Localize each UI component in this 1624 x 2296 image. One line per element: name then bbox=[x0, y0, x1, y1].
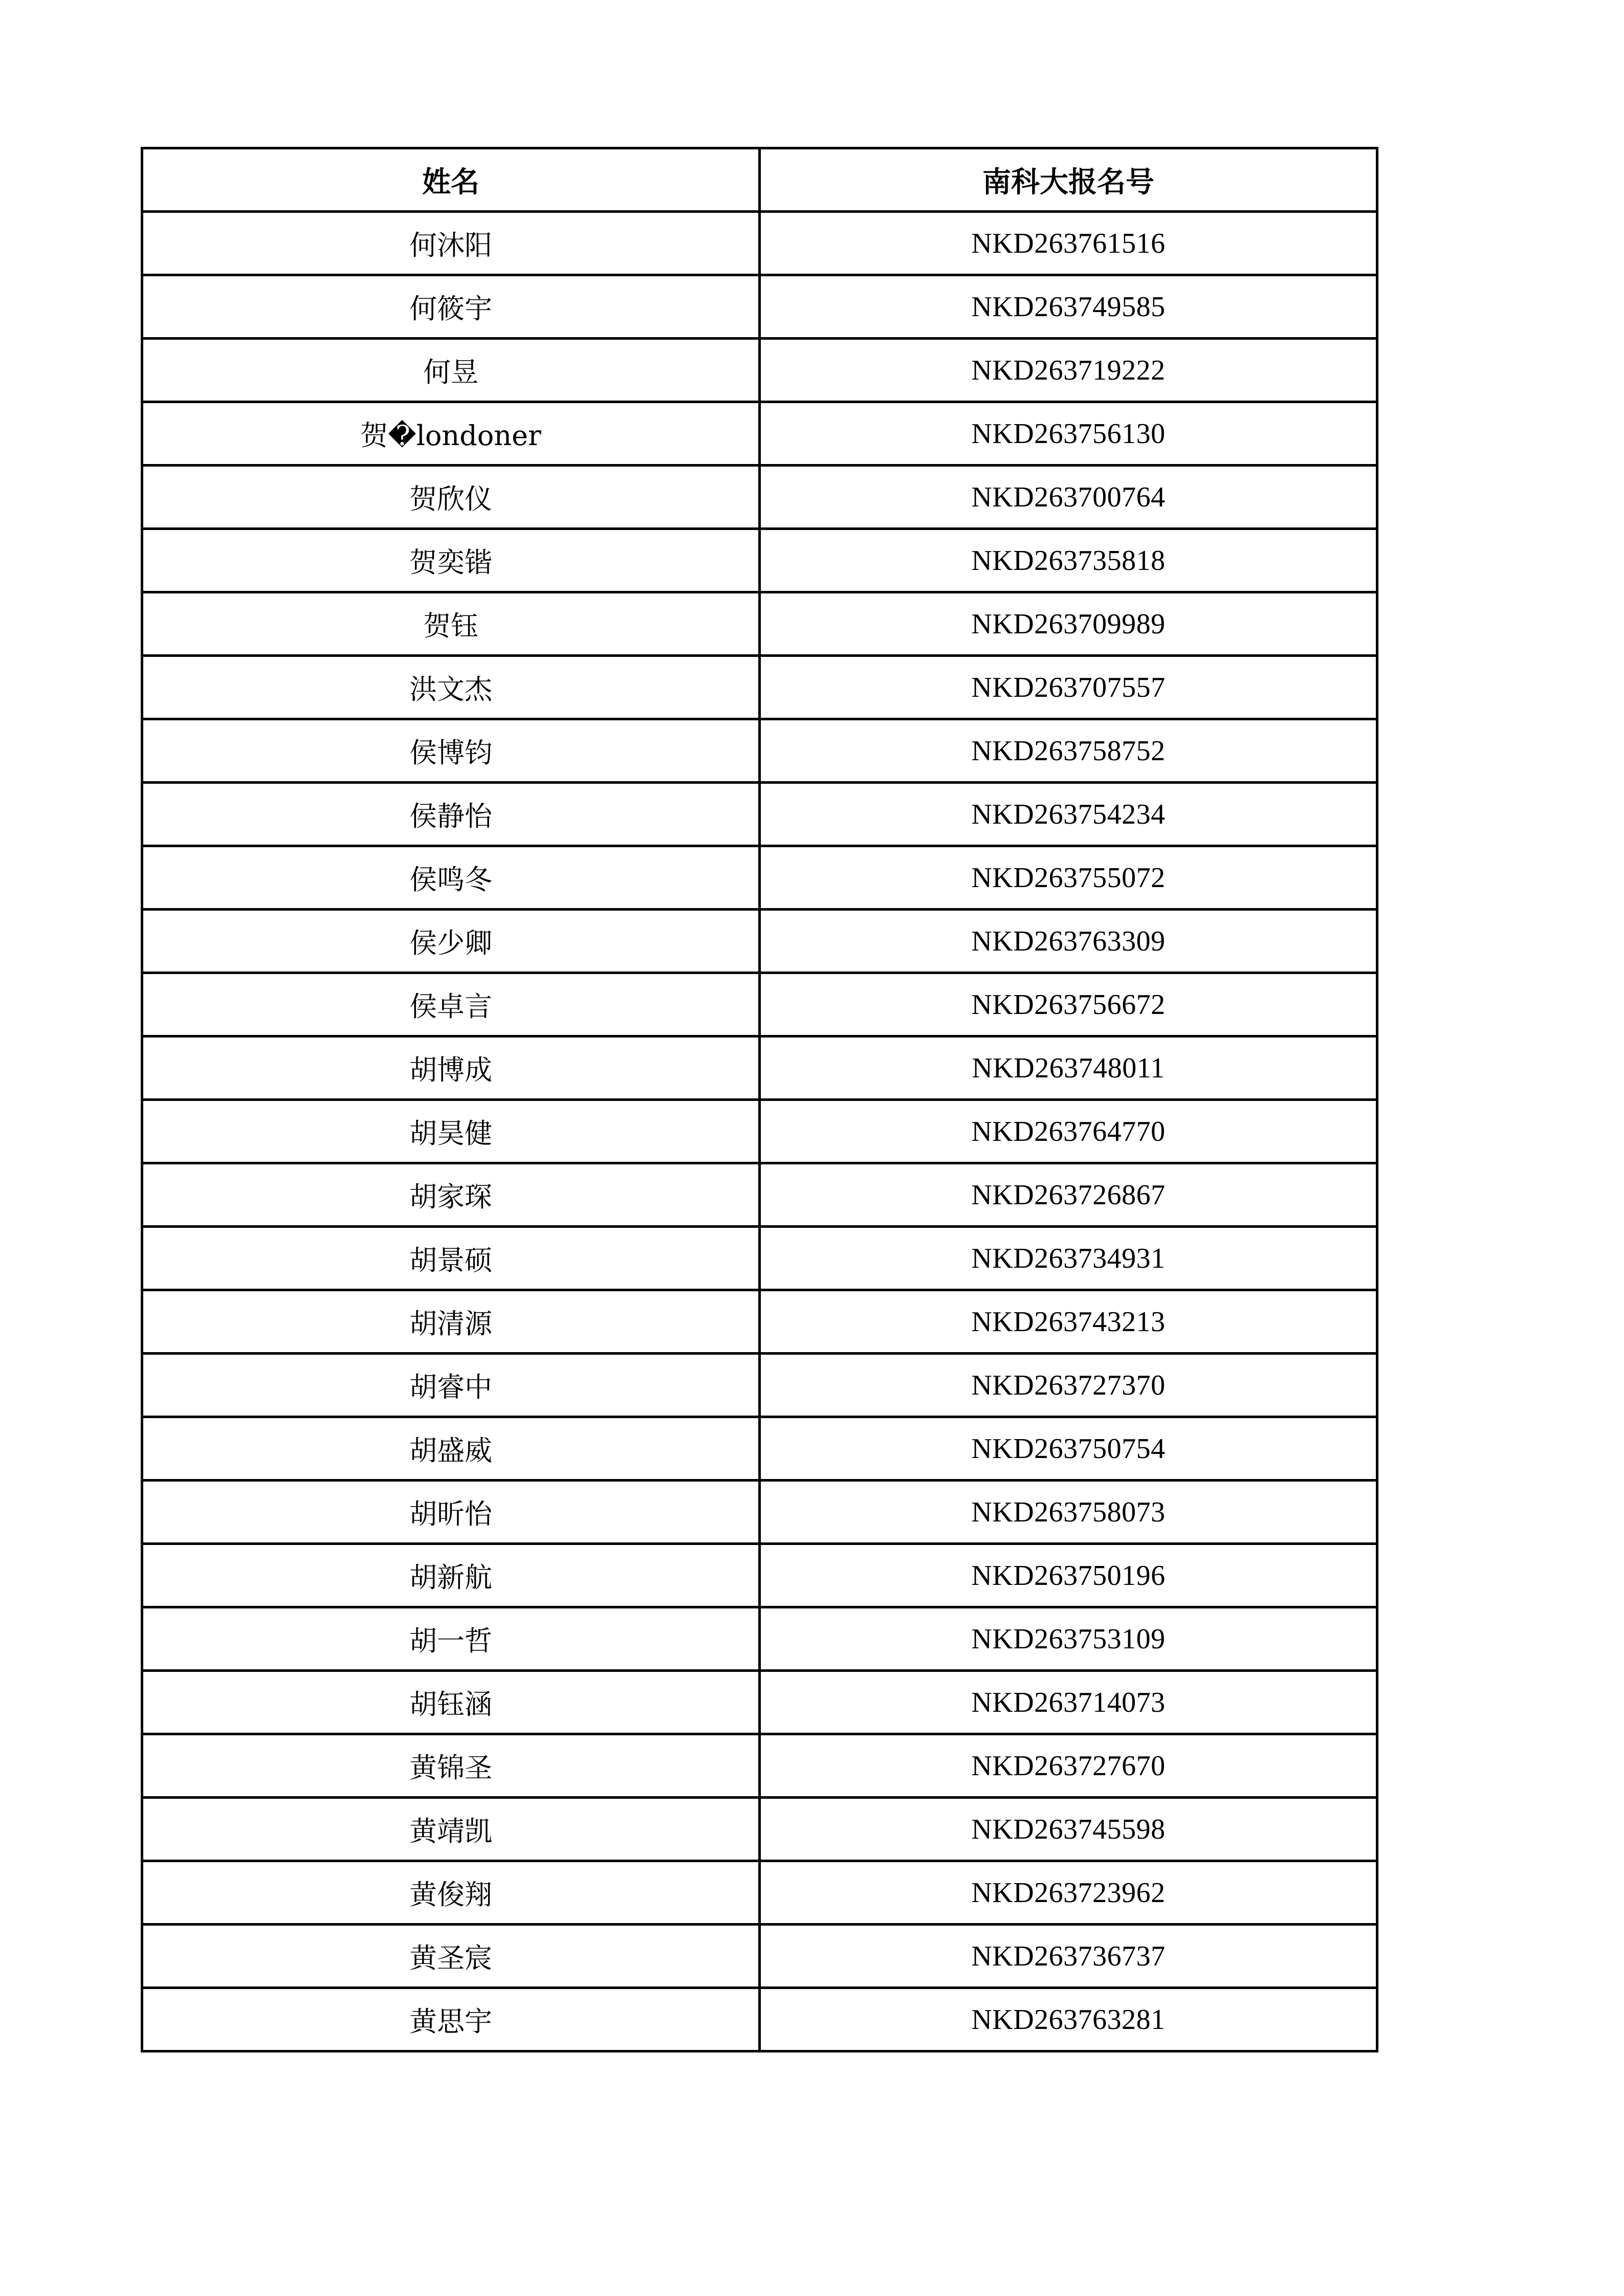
table-row bbox=[142, 783, 1377, 846]
applicant-name-cell: 胡博成 bbox=[142, 1036, 760, 1100]
registration-number-cell: NKD263719222 bbox=[760, 339, 1377, 402]
table-row bbox=[142, 1925, 1377, 1988]
registration-number-cell: NKD263754234 bbox=[760, 783, 1377, 846]
table-row bbox=[142, 466, 1377, 529]
table-row bbox=[142, 529, 1377, 592]
applicant-name-cell: 何筱宇 bbox=[142, 275, 760, 339]
applicant-name-cell: 胡盛威 bbox=[142, 1417, 760, 1481]
applicant-name-cell: 侯卓言 bbox=[142, 973, 760, 1036]
applicant-name-cell: 胡睿中 bbox=[142, 1354, 760, 1417]
table-row bbox=[142, 592, 1377, 656]
table-row bbox=[142, 1036, 1377, 1100]
table-row bbox=[142, 1734, 1377, 1798]
table-row bbox=[142, 339, 1377, 402]
registration-number-cell: NKD263750754 bbox=[760, 1417, 1377, 1481]
applicant-name-cell: 胡一哲 bbox=[142, 1607, 760, 1671]
applicant-name-cell: 胡昊健 bbox=[142, 1100, 760, 1163]
applicant-name-cell: 侯静怡 bbox=[142, 783, 760, 846]
registration-number-cell: NKD263735818 bbox=[760, 529, 1377, 592]
applicant-name-cell: 黄锦圣 bbox=[142, 1734, 760, 1798]
table-row bbox=[142, 1861, 1377, 1925]
registration-number-cell: NKD263714073 bbox=[760, 1671, 1377, 1734]
applicant-name-cell: 胡钰涵 bbox=[142, 1671, 760, 1734]
applicant-name-cell: 何沐阳 bbox=[142, 212, 760, 275]
applicant-name-cell: 黄思宇 bbox=[142, 1988, 760, 2051]
applicant-name-cell: 胡昕怡 bbox=[142, 1481, 760, 1544]
registration-number-cell: NKD263750196 bbox=[760, 1544, 1377, 1607]
table-row bbox=[142, 402, 1377, 466]
registration-number-cell: NKD263761516 bbox=[760, 212, 1377, 275]
applicant-name-cell: 黄俊翔 bbox=[142, 1861, 760, 1925]
applicant-name-cell: 洪文杰 bbox=[142, 656, 760, 719]
registration-number-cell: NKD263709989 bbox=[760, 592, 1377, 656]
applicant-name-cell: 胡家琛 bbox=[142, 1163, 760, 1227]
table-row bbox=[142, 973, 1377, 1036]
registration-number-cell: NKD263743213 bbox=[760, 1290, 1377, 1354]
table-row bbox=[142, 275, 1377, 339]
registration-number-cell: NKD263756672 bbox=[760, 973, 1377, 1036]
applicant-name-cell: 胡新航 bbox=[142, 1544, 760, 1607]
table-row bbox=[142, 656, 1377, 719]
applicant-name-cell: 黄圣宸 bbox=[142, 1925, 760, 1988]
table-row bbox=[142, 1417, 1377, 1481]
applicant-name-cell: 侯鸣冬 bbox=[142, 846, 760, 910]
table-row bbox=[142, 1544, 1377, 1607]
table-row bbox=[142, 846, 1377, 910]
table-row bbox=[142, 910, 1377, 973]
column-header-registration-number: 南科大报名号 bbox=[760, 148, 1377, 212]
applicant-name-cell: 侯博钧 bbox=[142, 719, 760, 783]
table-row bbox=[142, 1481, 1377, 1544]
registration-number-cell: NKD263707557 bbox=[760, 656, 1377, 719]
registration-number-cell: NKD263723962 bbox=[760, 1861, 1377, 1925]
registration-number-cell: NKD263700764 bbox=[760, 466, 1377, 529]
column-header-name: 姓名 bbox=[142, 148, 760, 212]
registration-number-cell: NKD263745598 bbox=[760, 1798, 1377, 1861]
registration-number-cell: NKD263753109 bbox=[760, 1607, 1377, 1671]
table-row bbox=[142, 1100, 1377, 1163]
table-header-row bbox=[142, 148, 1377, 212]
registration-number-cell: NKD263748011 bbox=[760, 1036, 1377, 1100]
applicant-name-cell: 胡清源 bbox=[142, 1290, 760, 1354]
registration-number-cell: NKD263727670 bbox=[760, 1734, 1377, 1798]
applicant-name-cell: 胡景硕 bbox=[142, 1227, 760, 1290]
applicant-name-cell: 贺钰 bbox=[142, 592, 760, 656]
table-row bbox=[142, 212, 1377, 275]
registration-number-cell: NKD263758752 bbox=[760, 719, 1377, 783]
registration-number-cell: NKD263763281 bbox=[760, 1988, 1377, 2051]
table-row bbox=[142, 1163, 1377, 1227]
table-row bbox=[142, 1798, 1377, 1861]
table-row bbox=[142, 1988, 1377, 2051]
registration-number-cell: NKD263726867 bbox=[760, 1163, 1377, 1227]
registration-number-cell: NKD263764770 bbox=[760, 1100, 1377, 1163]
registration-number-cell: NKD263763309 bbox=[760, 910, 1377, 973]
table-row bbox=[142, 719, 1377, 783]
table-row bbox=[142, 1607, 1377, 1671]
applicant-table bbox=[141, 147, 1378, 2052]
applicant-name-cell: 何昱 bbox=[142, 339, 760, 402]
registration-number-cell: NKD263755072 bbox=[760, 846, 1377, 910]
applicant-name-cell: 侯少卿 bbox=[142, 910, 760, 973]
registration-number-cell: NKD263727370 bbox=[760, 1354, 1377, 1417]
registration-number-cell: NKD263749585 bbox=[760, 275, 1377, 339]
table-row bbox=[142, 1671, 1377, 1734]
registration-number-cell: NKD263734931 bbox=[760, 1227, 1377, 1290]
applicant-name-cell: 贺�londoner bbox=[142, 402, 760, 466]
applicant-name-cell: 贺欣仪 bbox=[142, 466, 760, 529]
applicant-name-cell: 黄靖凯 bbox=[142, 1798, 760, 1861]
applicant-table-body bbox=[142, 212, 1377, 2051]
table-row bbox=[142, 1290, 1377, 1354]
registration-number-cell: NKD263736737 bbox=[760, 1925, 1377, 1988]
registration-number-cell: NKD263756130 bbox=[760, 402, 1377, 466]
table-row bbox=[142, 1354, 1377, 1417]
applicant-name-cell: 贺奕锴 bbox=[142, 529, 760, 592]
table-row bbox=[142, 1227, 1377, 1290]
applicant-list-sheet bbox=[141, 147, 1376, 2052]
registration-number-cell: NKD263758073 bbox=[760, 1481, 1377, 1544]
